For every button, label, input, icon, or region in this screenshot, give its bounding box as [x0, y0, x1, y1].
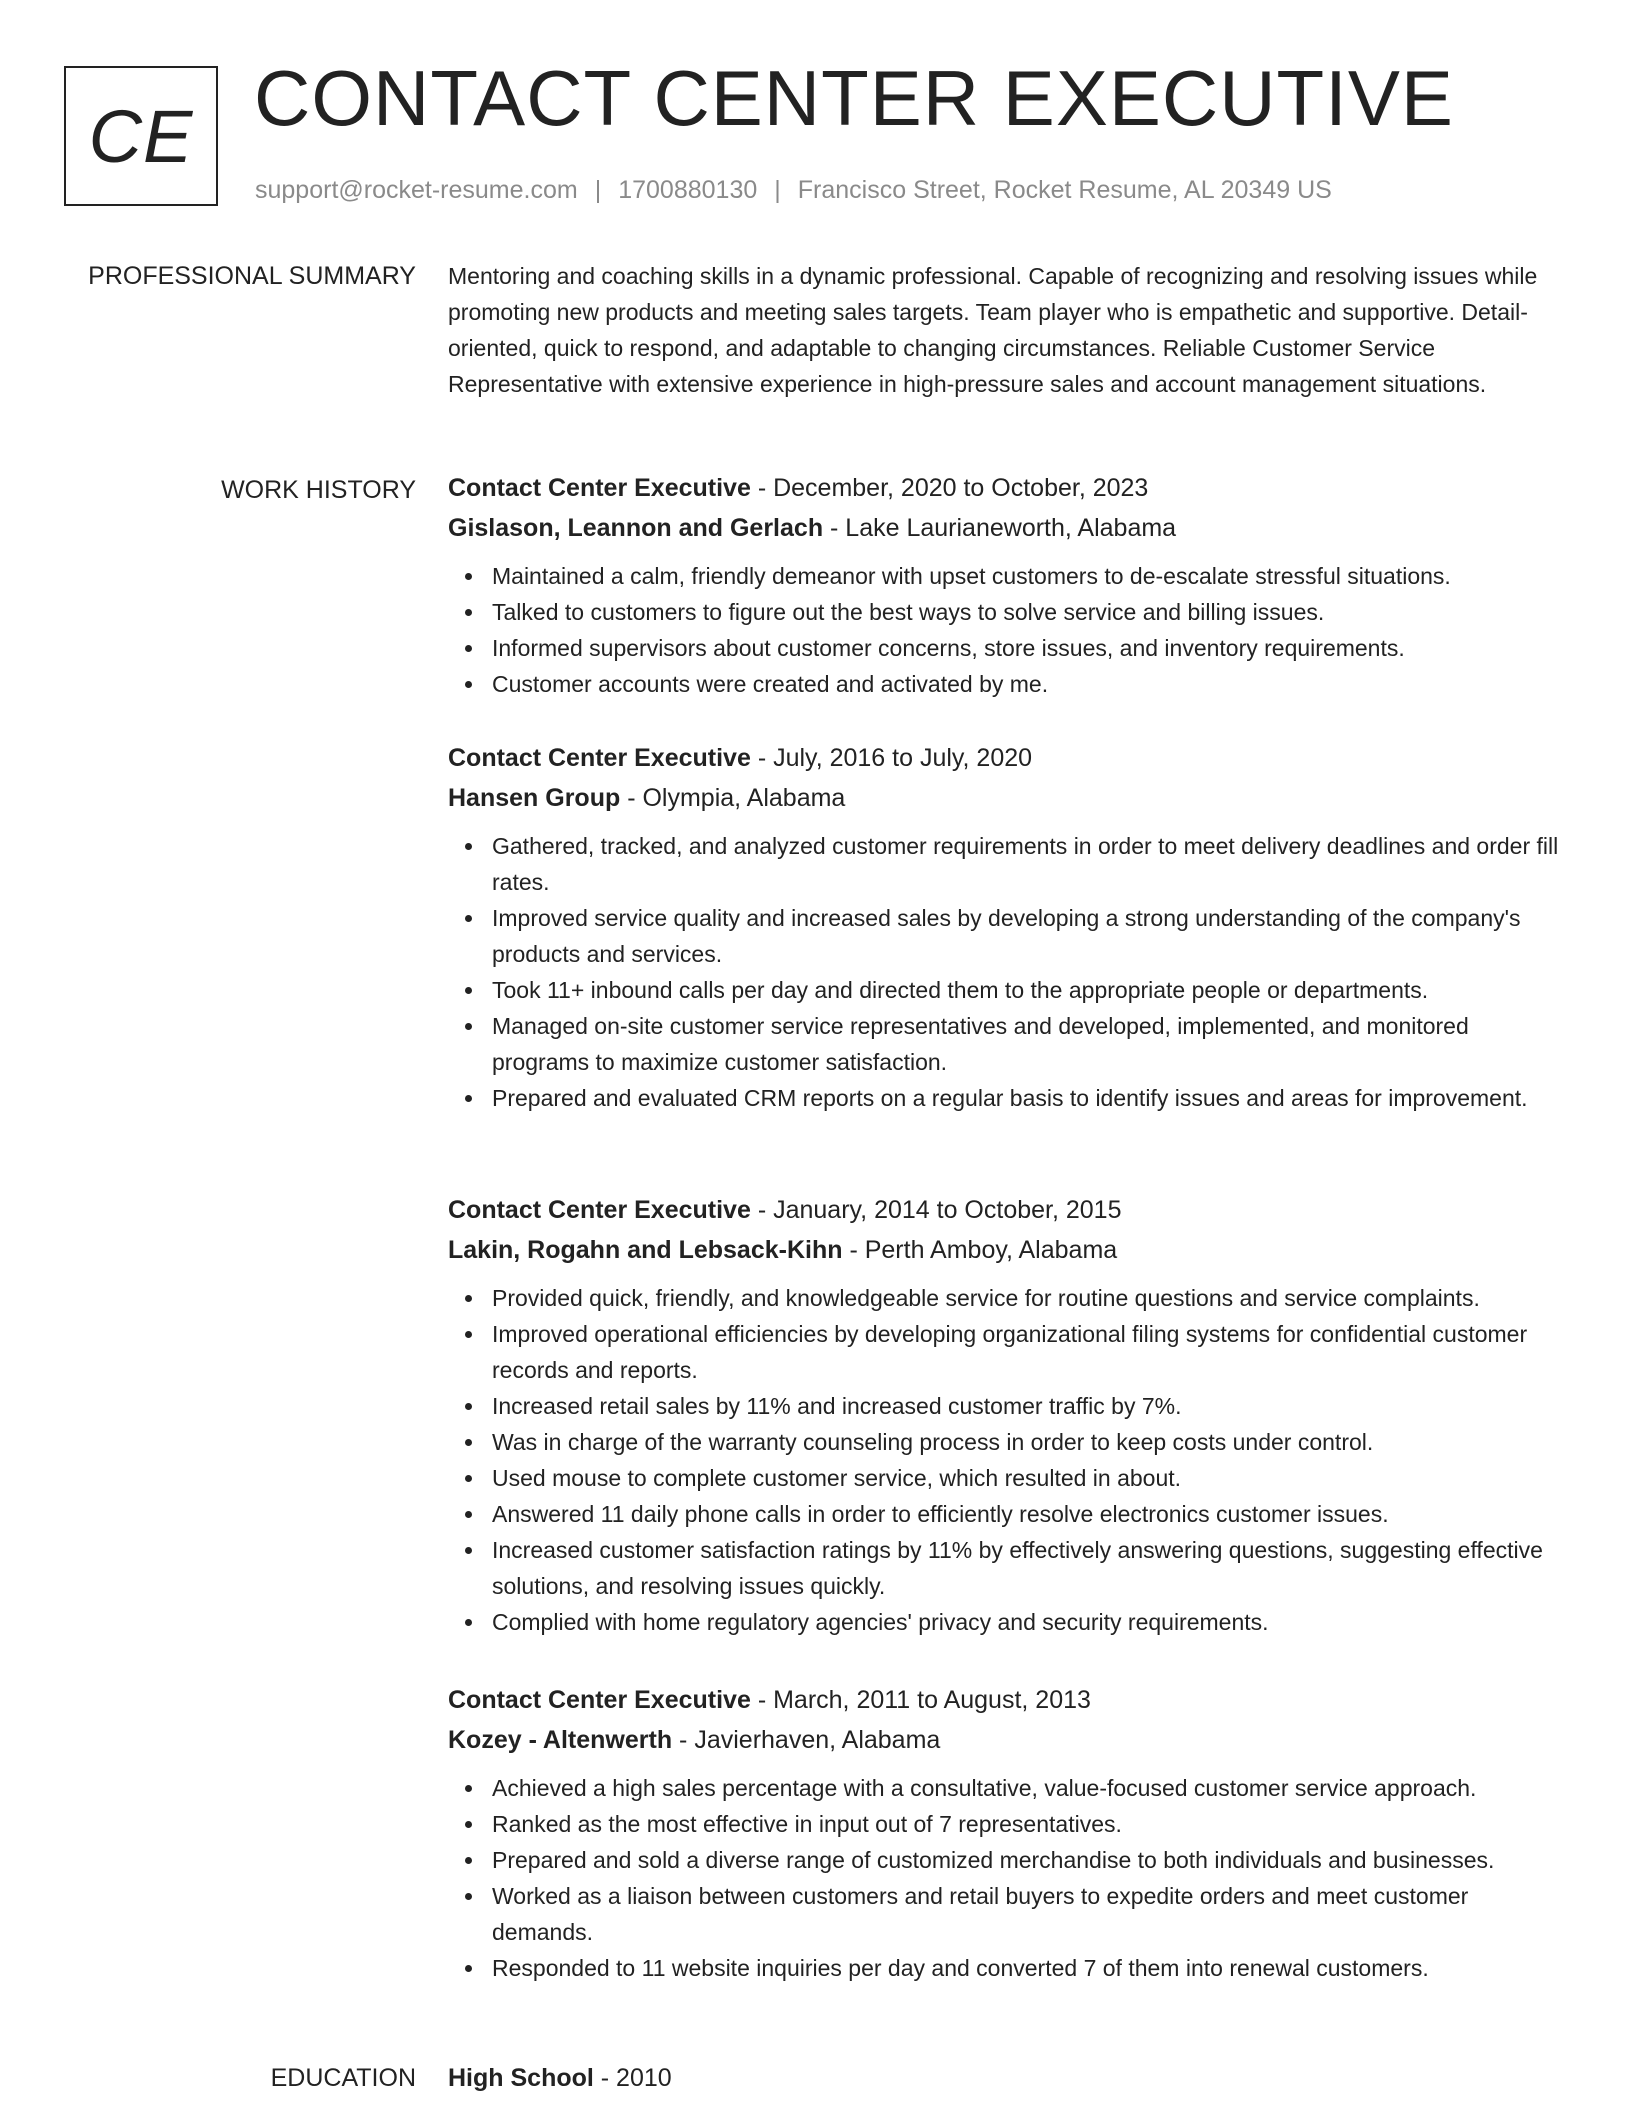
- job-company-line: [448, 778, 1568, 818]
- job-bullet: Used mouse to complete customer service, which resulted in about.: [492, 1460, 1568, 1496]
- job-title-line: [448, 738, 1568, 778]
- address-text: Francisco Street, Rocket Resume, AL 20349 US: [797, 176, 1332, 204]
- job-company-line: [448, 1720, 1568, 1760]
- education-degree: High School: [448, 2064, 594, 2092]
- job-title: Contact Center Executive: [448, 1686, 751, 1714]
- job-company-line: [448, 1230, 1568, 1270]
- job-title-line: [448, 468, 1568, 508]
- job-bullets: [448, 558, 1568, 702]
- work-history-label: WORK HISTORY: [221, 476, 416, 504]
- job-bullet: Answered 11 daily phone calls in order to efficiently resolve electronics customer issues.: [492, 1496, 1568, 1532]
- job-bullet: Increased retail sales by 11% and increased customer traffic by 7%.: [492, 1388, 1568, 1424]
- job-bullet: Provided quick, friendly, and knowledgeable service for routine questions and service complaints.: [492, 1280, 1568, 1316]
- job-location: - Perth Amboy, Alabama: [842, 1236, 1118, 1264]
- job-bullet: Talked to customers to figure out the best ways to solve service and billing issues.: [492, 594, 1568, 630]
- job-bullet: Customer accounts were created and activated by me.: [492, 666, 1568, 702]
- job-company: Lakin, Rogahn and Lebsack-Kihn: [448, 1236, 843, 1264]
- job-title-line: [448, 1190, 1568, 1230]
- education-line: [448, 2058, 1568, 2098]
- job-bullet: Improved operational efficiencies by developing organizational filing systems for confidential customer records and reports.: [492, 1316, 1568, 1388]
- phone-text: 1700880130: [618, 176, 758, 204]
- job-bullet: Worked as a liaison between customers and retail buyers to expedite orders and meet customer demands.: [492, 1878, 1568, 1950]
- job-entry: [448, 1190, 1568, 1640]
- job-title: Contact Center Executive: [448, 1196, 751, 1224]
- job-bullet: Improved service quality and increased sales by developing a strong understanding of the company's products and services.: [492, 900, 1568, 972]
- job-bullet: Achieved a high sales percentage with a consultative, value-focused customer service approach.: [492, 1770, 1568, 1806]
- job-dates: - December, 2020 to October, 2023: [750, 474, 1149, 502]
- job-entry: [448, 468, 1568, 702]
- job-entry: [448, 1680, 1568, 1986]
- job-bullet: Took 11+ inbound calls per day and directed them to the appropriate people or departments.: [492, 972, 1568, 1008]
- job-title: Contact Center Executive: [448, 474, 751, 502]
- job-location: - Javierhaven, Alabama: [672, 1726, 941, 1754]
- job-bullet: Maintained a calm, friendly demeanor with upset customers to de-escalate stressful situations.: [492, 558, 1568, 594]
- resume-title: CONTACT CENTER EXECUTIVE: [254, 54, 1454, 142]
- job-bullet: Informed supervisors about customer concerns, store issues, and inventory requirements.: [492, 630, 1568, 666]
- job-bullets: [448, 1280, 1568, 1640]
- job-dates: - March, 2011 to August, 2013: [750, 1686, 1091, 1714]
- job-company: Kozey - Altenwerth: [448, 1726, 673, 1754]
- job-company: Gislason, Leannon and Gerlach: [448, 514, 824, 542]
- job-location: - Olympia, Alabama: [620, 784, 846, 812]
- job-title-line: [448, 1680, 1568, 1720]
- job-bullet: Prepared and evaluated CRM reports on a regular basis to identify issues and areas for improvement.: [492, 1080, 1568, 1116]
- job-entry: [448, 738, 1568, 1116]
- contact-separator: |: [774, 176, 781, 204]
- job-bullet: Responded to 11 website inquiries per day and converted 7 of them into renewal customers.: [492, 1950, 1568, 1986]
- job-bullets: [448, 828, 1568, 1116]
- job-company: Hansen Group: [448, 784, 621, 812]
- education-label: EDUCATION: [270, 2064, 416, 2092]
- summary-text: Mentoring and coaching skills in a dynamic professional. Capable of recognizing and resolving issues while promoting new products and meeting sales targets. Team player who is empathetic and supportive. Detail-oriented, quick to respond, and adaptable to changing circumstances. Reliable Customer Service Representative with extensive experience in high-pressure sales and account management situations.: [448, 263, 1538, 397]
- job-bullet: Gathered, tracked, and analyzed customer requirements in order to meet delivery deadlines and order fill rates.: [492, 828, 1568, 900]
- job-bullet: Complied with home regulatory agencies' privacy and security requirements.: [492, 1604, 1568, 1640]
- job-bullet: Was in charge of the warranty counseling process in order to keep costs under control.: [492, 1424, 1568, 1460]
- initials-monogram: CE: [64, 66, 218, 206]
- job-bullet: Prepared and sold a diverse range of customized merchandise to both individuals and businesses.: [492, 1842, 1568, 1878]
- job-bullets: [448, 1770, 1568, 1986]
- job-bullet: Ranked as the most effective in input out of 7 representatives.: [492, 1806, 1568, 1842]
- job-title: Contact Center Executive: [448, 744, 751, 772]
- education-year: - 2010: [593, 2064, 672, 2092]
- job-bullet: Managed on-site customer service representatives and developed, implemented, and monitored programs to maximize customer satisfaction.: [492, 1008, 1568, 1080]
- contact-separator: |: [594, 176, 602, 204]
- job-dates: - July, 2016 to July, 2020: [750, 744, 1033, 772]
- job-location: - Lake Laurianeworth, Alabama: [823, 514, 1177, 542]
- contact-info: [255, 176, 1332, 205]
- job-company-line: [448, 508, 1568, 548]
- job-dates: - January, 2014 to October, 2015: [750, 1196, 1122, 1224]
- job-bullet: Increased customer satisfaction ratings by 11% by effectively answering questions, suggesting effective solutions, and resolving issues quickly.: [492, 1532, 1568, 1604]
- email-text: support@rocket-resume.com: [255, 176, 578, 204]
- summary-label: PROFESSIONAL SUMMARY: [88, 262, 416, 290]
